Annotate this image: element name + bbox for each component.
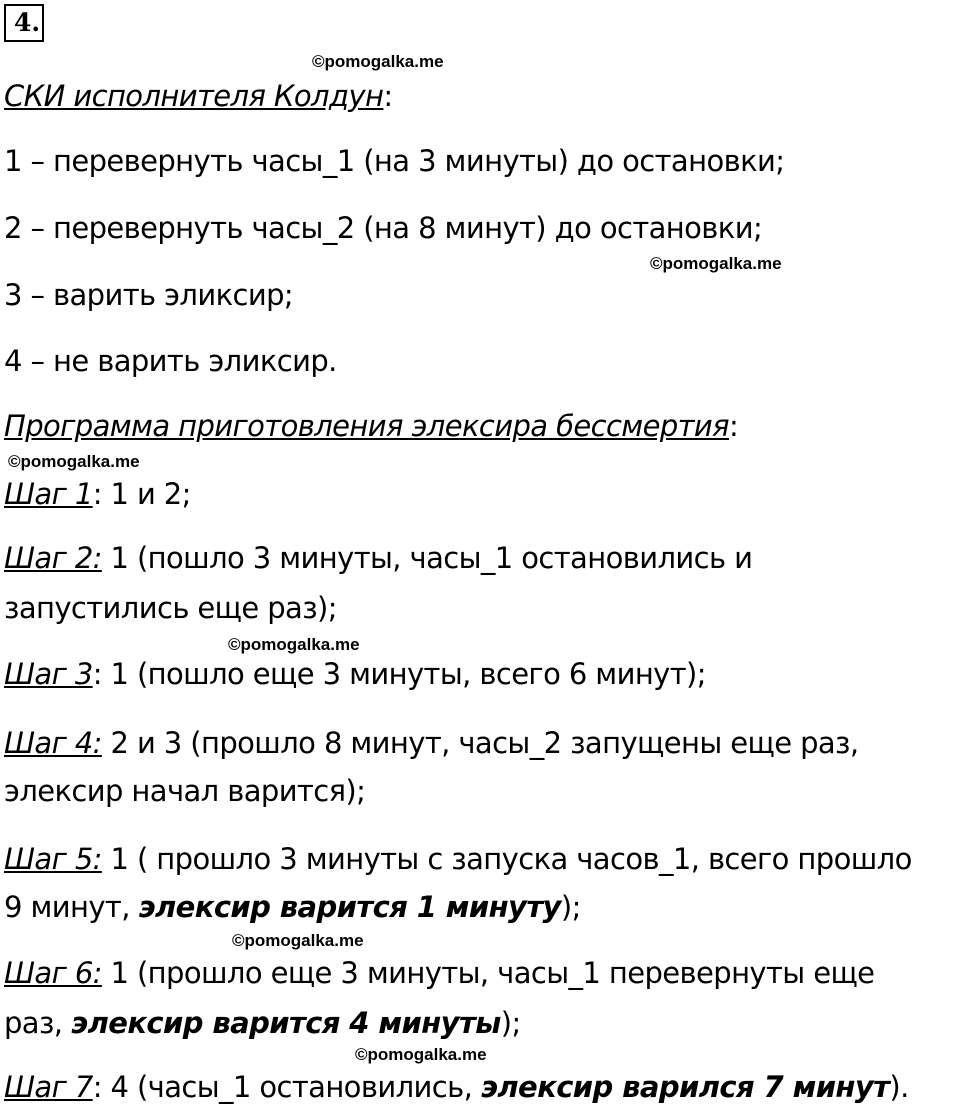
step-label: Шаг 5: [4,842,102,876]
ski-heading-text: СКИ исполнителя Колдун [4,79,384,113]
program-heading-text: Программа приготовления элексира бессмертия [4,409,730,443]
step-4-continuation: элексир начал варится); [4,774,366,808]
step-bold-text: элексир варится 1 минуту [138,890,561,924]
step-text: раз, [4,1006,72,1040]
watermark: ©pomogalka.me [8,452,140,471]
step-2-continuation: запустились еще раз); [4,591,337,625]
step-text: 1 и 2; [101,477,191,511]
ski-heading-colon: : [383,79,393,113]
watermark: ©pomogalka.me [650,254,782,273]
watermark: ©pomogalka.me [228,635,360,654]
ski-item: 2 – перевернуть часы_2 (на 8 минут) до остановки; [4,211,763,245]
step-text: 1 (пошло 3 минуты, часы_1 остановились и [101,541,753,575]
step-label: Шаг 6: [4,956,102,990]
step-bold-text: элексир варился 7 минут [480,1070,890,1104]
watermark: ©pomogalka.me [355,1045,487,1064]
step-5 [4,841,912,877]
step-text: ); [560,890,581,924]
step-sep: : [92,657,102,691]
step-text: 2 и 3 (прошло 8 минут, часы_2 запущены еще раз, [101,726,859,760]
step-6 [4,955,874,991]
step-sep: : [92,477,102,511]
step-text: 1 (пошло еще 3 минуты, всего 6 минут); [101,657,706,691]
step-6-continuation [4,1005,521,1041]
step-2 [4,540,752,576]
step-4 [4,725,858,761]
step-3 [4,656,706,692]
step-text: ). [889,1070,909,1104]
step-sep: : [92,1070,102,1104]
step-bold-text: элексир варится 4 минуты [71,1006,501,1040]
step-text: 1 (прошло еще 3 минуты, часы_1 перевернуты еще [101,956,875,990]
ski-item: 4 – не варить эликсир. [4,344,337,378]
step-5-continuation [4,889,581,925]
task-number: 4. [4,4,44,42]
step-text: 4 (часы_1 остановились, [101,1070,481,1104]
step-1 [4,476,191,512]
ski-heading [4,78,393,114]
step-text: 1 ( прошло 3 минуты с запуска часов_1, всего прошло [101,842,912,876]
watermark: ©pomogalka.me [312,52,444,71]
ski-item: 3 – варить эликсир; [4,278,294,312]
step-7 [4,1069,909,1105]
step-label: Шаг 2: [4,541,102,575]
ski-item: 1 – перевернуть часы_1 (на 3 минуты) до остановки; [4,144,785,178]
step-text: 9 минут, [4,890,139,924]
step-text: ); [500,1006,521,1040]
step-label: Шаг 7 [4,1070,93,1104]
watermark: ©pomogalka.me [232,931,364,950]
program-heading-colon: : [729,409,739,443]
step-label: Шаг 3 [4,657,93,691]
program-heading [4,408,738,444]
step-label: Шаг 1 [4,477,93,511]
step-label: Шаг 4: [4,726,102,760]
